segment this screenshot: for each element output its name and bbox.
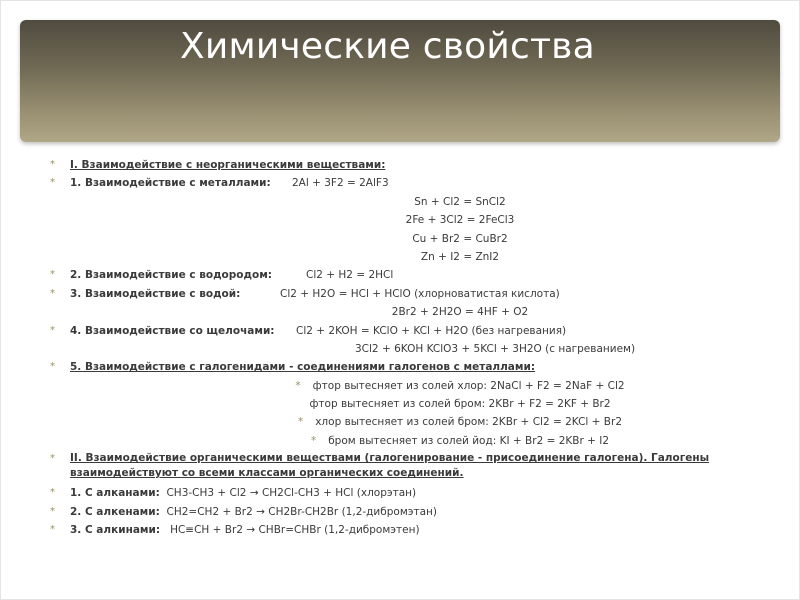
- bullet-icon: *: [310, 434, 317, 447]
- list-item: [50, 503, 760, 521]
- equation-row: [50, 303, 760, 321]
- section-heading: II. Взаимодействие органическими веществами (галогенирование - присоединение галогена). Галогены взаимодействуют со всеми классами органических соединений.: [70, 452, 710, 480]
- list-item: [50, 285, 760, 303]
- list-item-text: 1. С алканами: CH3-CH3 + Cl2 → CH2Cl-CH3 + HCl (хлорэтан): [70, 487, 417, 500]
- list-item: [50, 156, 760, 174]
- list-item: [50, 322, 760, 340]
- bullet-icon: *: [295, 379, 301, 392]
- list-item: [50, 174, 760, 192]
- list-item: [50, 266, 760, 284]
- equation: 2Fe + 3Cl2 = 2FeCl3: [405, 214, 515, 227]
- list-item-text: 2. Взаимодействие с водородом:: [70, 269, 272, 282]
- list-item: [50, 358, 760, 376]
- equation: HC≡CH + Br2 → CHBr=CHBr (1,2-дибромэтен): [170, 524, 420, 537]
- list-item: [50, 484, 760, 502]
- bullet-icon: *: [50, 269, 55, 281]
- bullet-icon: *: [297, 416, 304, 429]
- slide-content: [50, 156, 760, 539]
- equation: Cl2 + H2O = HCl + HClO (хлорноватистая кислота): [280, 287, 560, 300]
- sub-list-item-text: * бром вытесняет из солей йод: KI + Br2 = 2KBr + I2: [310, 434, 610, 447]
- equation: CH3-CH3 + Cl2 → CH2Cl-CH3 + HCl (хлорэтан): [166, 487, 417, 500]
- sub-list-item: [50, 377, 760, 395]
- list-item-text: 3. Взаимодействие с водой:: [70, 287, 241, 300]
- equation-row: [50, 248, 760, 266]
- bullet-icon: *: [50, 487, 55, 499]
- bullet-icon: *: [50, 159, 55, 170]
- equation: 3Cl2 + 6KOH KClO3 + 5KCl + 3H2O (с нагреванием): [355, 342, 636, 355]
- sub-list-item-text: * хлор вытесняет из солей бром: 2KBr + Cl2 = 2KCl + Br2: [297, 416, 623, 429]
- equation: 2Al + 3F2 = 2AlF3: [292, 177, 389, 190]
- bullet-icon: *: [50, 287, 55, 299]
- list-item-text: 5. Взаимодействие с галогенидами - соединениями галогенов с металлами:: [70, 361, 536, 374]
- equation: 2Br2 + 2H2O = 4HF + O2: [391, 306, 529, 319]
- list-item-text: 2. С алкенами: CH2=CH2 + Br2 → CH2Br-CH2Br (1,2-дибромэтан): [70, 505, 438, 518]
- bullet-icon: *: [50, 361, 55, 373]
- sub-list-item: [50, 395, 760, 413]
- equation: Sn + Cl2 = SnCl2: [414, 195, 506, 208]
- list-item: [50, 450, 760, 484]
- bullet-icon: *: [50, 505, 55, 517]
- equation: CH2=CH2 + Br2 → CH2Br-CH2Br (1,2-дибромэтан): [166, 505, 438, 518]
- list-item-text: 4. Взаимодействие со щелочами:: [70, 324, 275, 337]
- section-heading: I. Взаимодействие с неорганическими веществами:: [70, 159, 386, 171]
- equation-row: [50, 193, 760, 211]
- equation-row: [50, 230, 760, 248]
- slide-title: Химические свойства: [180, 26, 595, 67]
- list-item-text: 1. Взаимодействие с металлами:: [70, 177, 271, 190]
- equation: Cl2 + H2 = 2HCl: [306, 269, 394, 282]
- bullet-icon: *: [50, 453, 55, 465]
- bullet-icon: *: [50, 177, 55, 189]
- bullet-icon: *: [50, 524, 55, 536]
- bullet-icon: *: [50, 324, 55, 336]
- sub-list-item: [50, 413, 760, 431]
- list-item: [50, 521, 760, 539]
- equation: Zn + I2 = ZnI2: [420, 250, 500, 263]
- sub-list-item-text: * фтор вытесняет из солей хлор: 2NaCl + F2 = 2NaF + Cl2: [295, 379, 625, 392]
- equation: Cu + Br2 = CuBr2: [412, 232, 508, 245]
- equation-row: [50, 340, 760, 358]
- sub-list-item-text: фтор вытесняет из солей бром: 2KBr + F2 = 2KF + Br2: [309, 398, 611, 411]
- equation: Cl2 + 2KOH = KClO + KCl + H2O (без нагревания): [296, 324, 567, 337]
- equation-row: [50, 211, 760, 229]
- sub-list-item: [50, 432, 760, 450]
- list-item-text: 3. С алкинами: HC≡CH + Br2 → CHBr=CHBr (1,2-дибромэтен): [70, 524, 420, 537]
